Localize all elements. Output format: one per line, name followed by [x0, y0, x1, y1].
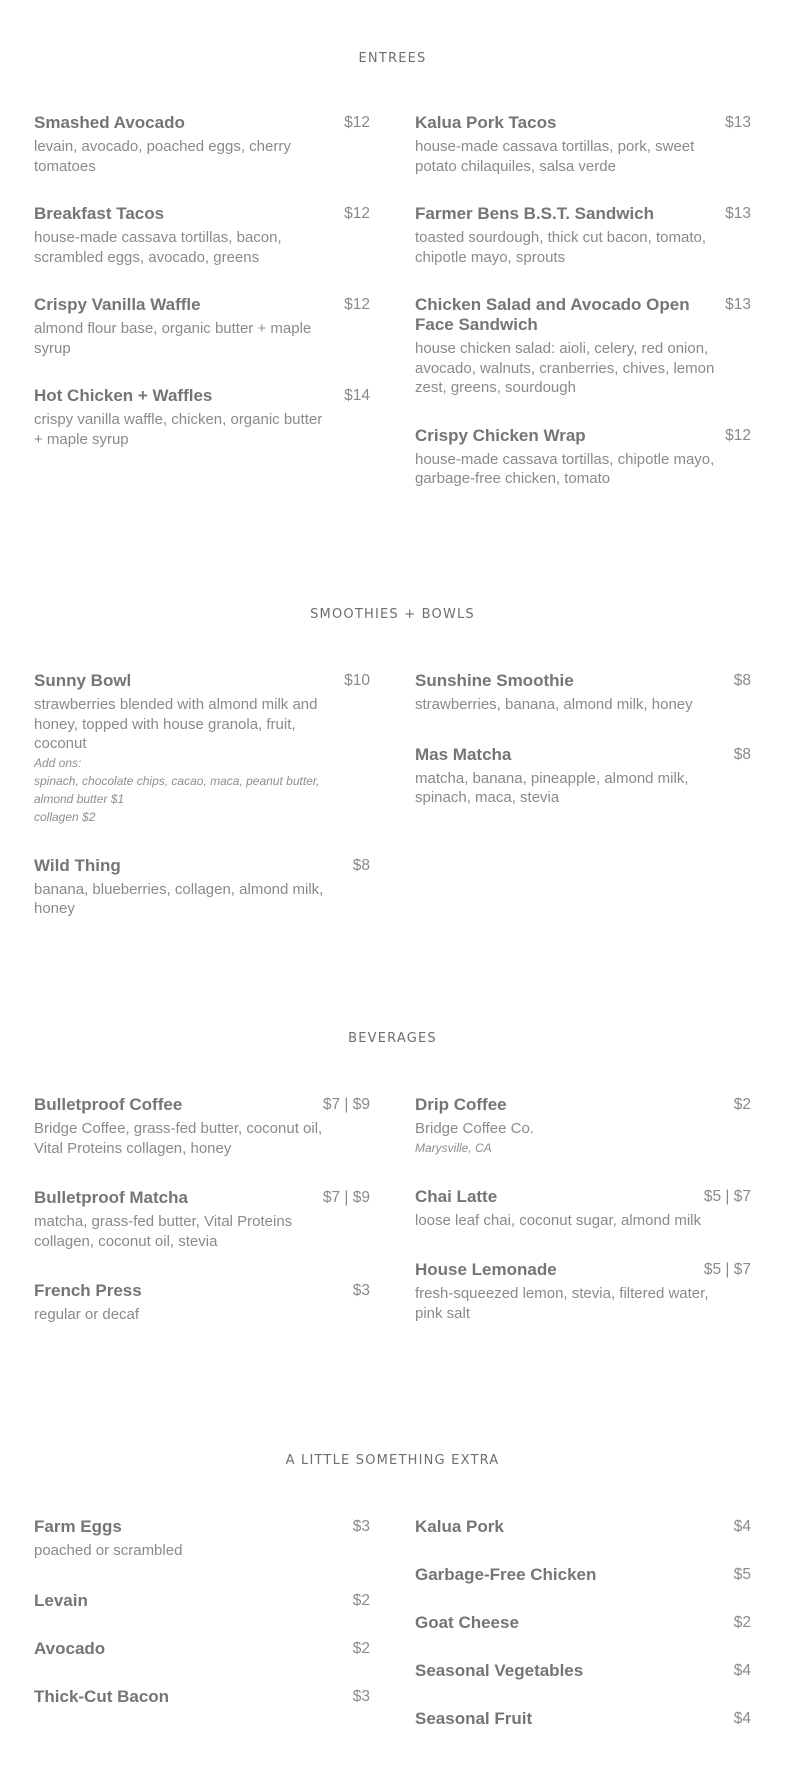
- menu-item-sunny-bowl: [34, 671, 370, 826]
- menu-item-kalua-pork-tacos: [415, 113, 751, 176]
- item-name: Bulletproof Matcha: [34, 1188, 188, 1207]
- menu-item-crispy-chicken-wrap: [415, 426, 751, 489]
- item-name: Hot Chicken + Waffles: [34, 386, 213, 405]
- item-price: $7 | $9: [322, 1096, 370, 1113]
- menu-item-header: [415, 295, 751, 335]
- menu-item-header: [415, 113, 751, 133]
- menu-item-hot-chicken-waffles: [34, 386, 370, 449]
- item-price: $8: [352, 856, 370, 874]
- menu-item-chicken-salad-and-avocado-open-face-sandwich: [415, 295, 751, 398]
- menu-item-header: [34, 1188, 370, 1208]
- menu-column-left: [34, 1517, 370, 1707]
- item-name: Mas Matcha: [415, 744, 512, 764]
- menu-item-garbage-free-chicken: [415, 1565, 751, 1585]
- item-description: crispy vanilla waffle, chicken, organic butter + maple syrup: [34, 411, 323, 448]
- section-title-beverages: BEVERAGES: [348, 1031, 437, 1046]
- menu-item-mas-matcha: [415, 745, 751, 808]
- menu-item-header: [34, 1095, 370, 1115]
- item-description: house-made cassava tortillas, pork, sweet potato chilaquiles, salsa verde: [415, 138, 695, 175]
- menu-item-seasonal-vegetables: [415, 1661, 751, 1681]
- menu-column-right: [415, 1517, 751, 1729]
- item-name: Sunny Bowl: [34, 671, 132, 690]
- item-name: Wild Thing: [34, 855, 121, 875]
- menu-item-header: [415, 745, 751, 765]
- section-title-a-little-something-extra: A LITTLE SOMETHING EXTRA: [285, 1453, 500, 1468]
- item-price: $12: [344, 205, 370, 222]
- menu-item-header: [34, 204, 370, 224]
- menu-item-header: [415, 204, 751, 224]
- item-price: $5 | $7: [703, 1187, 751, 1205]
- item-description: matcha, grass-fed butter, Vital Proteins collagen, coconut oil, stevia: [34, 1213, 293, 1250]
- item-description: toasted sourdough, thick cut bacon, tomato, chipotle mayo, sprouts: [415, 229, 707, 266]
- menu-item-header: [34, 1687, 370, 1707]
- menu-item-header: [415, 426, 751, 446]
- item-description: almond flour base, organic butter + maple syrup: [34, 320, 312, 357]
- item-description: matcha, banana, pineapple, almond milk, spinach, maca, stevia: [415, 769, 689, 806]
- item-price: $12: [344, 296, 370, 313]
- item-price: $4: [733, 1710, 751, 1727]
- item-price: $4: [733, 1662, 751, 1679]
- item-description: Bridge Coffee Co.: [415, 1120, 534, 1137]
- item-name: Crispy Chicken Wrap: [415, 425, 586, 445]
- item-price: $12: [344, 114, 370, 131]
- item-price: $8: [733, 672, 751, 689]
- item-description: loose leaf chai, coconut sugar, almond milk: [415, 1211, 701, 1229]
- menu-item-farmer-bens-b-s-t-sandwich: [415, 204, 751, 267]
- item-name: Farmer Bens B.S.T. Sandwich: [415, 204, 655, 223]
- menu-item-header: [415, 1661, 751, 1681]
- item-description: levain, avocado, poached eggs, cherry tomatoes: [34, 138, 291, 175]
- menu-item-bulletproof-matcha: [34, 1188, 370, 1251]
- item-price: $13: [725, 296, 751, 313]
- item-description: strawberries blended with almond milk and honey, topped with house granola, fruit, coconut: [34, 696, 318, 752]
- item-name: Chai Latte: [415, 1186, 498, 1206]
- menu-item-header: [34, 1517, 370, 1537]
- item-name: Thick-Cut Bacon: [34, 1686, 170, 1706]
- item-name: Breakfast Tacos: [34, 204, 165, 223]
- item-price: $13: [725, 114, 751, 131]
- item-name: Sunshine Smoothie: [415, 671, 574, 690]
- item-price: $2: [352, 1639, 370, 1657]
- menu-item-crispy-vanilla-waffle: [34, 295, 370, 358]
- menu-item-header: [415, 1709, 751, 1729]
- menu-item-chai-latte: [415, 1187, 751, 1231]
- menu-item-header: [34, 1591, 370, 1611]
- section-title-entrees: ENTREES: [358, 51, 427, 66]
- menu-column-left: [34, 671, 370, 919]
- item-name: Seasonal Fruit: [415, 1709, 533, 1728]
- menu-item-smashed-avocado: [34, 113, 370, 176]
- item-price: $2: [733, 1096, 751, 1113]
- item-name: Levain: [34, 1590, 88, 1610]
- menu-item-header: [415, 1565, 751, 1585]
- menu-item-header: [34, 671, 370, 691]
- item-price: $12: [725, 426, 751, 444]
- item-price: $3: [352, 1282, 370, 1299]
- item-name: Kalua Pork: [415, 1517, 504, 1536]
- menu-item-header: [34, 113, 370, 133]
- menu-item-breakfast-tacos: [34, 204, 370, 267]
- menu-item-header: [415, 671, 751, 691]
- item-note: spinach, chocolate chips, cacao, maca, peanut butter, almond butter $1: [34, 773, 320, 806]
- item-price: $4: [733, 1518, 751, 1535]
- item-description: strawberries, banana, almond milk, honey: [415, 696, 693, 713]
- item-description: poached or scrambled: [34, 1542, 183, 1559]
- item-name: Kalua Pork Tacos: [415, 113, 557, 132]
- item-description: house-made cassava tortillas, chipotle mayo, garbage-free chicken, tomato: [415, 450, 715, 487]
- item-price: $3: [352, 1687, 370, 1705]
- item-price: $5: [733, 1566, 751, 1583]
- menu-item-header: [34, 856, 370, 876]
- menu-item-header: [415, 1260, 751, 1280]
- menu-item-farm-eggs: [34, 1517, 370, 1561]
- item-name: Goat Cheese: [415, 1613, 519, 1632]
- menu-item-drip-coffee: [415, 1095, 751, 1157]
- menu-item-levain: [34, 1591, 370, 1611]
- item-name: Bulletproof Coffee: [34, 1095, 183, 1114]
- item-price: $14: [344, 387, 370, 404]
- menu-item-seasonal-fruit: [415, 1709, 751, 1729]
- menu-item-sunshine-smoothie: [415, 671, 751, 715]
- item-price: $3: [352, 1518, 370, 1535]
- item-price: $10: [344, 672, 370, 689]
- menu-column-left: [34, 113, 370, 449]
- item-price: $2: [352, 1591, 370, 1609]
- item-name: Chicken Salad and Avocado Open Face Sandwich: [415, 295, 690, 334]
- menu-column-right: [415, 1095, 751, 1323]
- menu-item-header: [415, 1613, 751, 1633]
- item-price: $2: [733, 1614, 751, 1631]
- menu-item-french-press: [34, 1281, 370, 1325]
- item-name: House Lemonade: [415, 1260, 557, 1279]
- item-name: French Press: [34, 1281, 142, 1300]
- item-name: Smashed Avocado: [34, 113, 185, 132]
- item-name: Garbage-Free Chicken: [415, 1565, 597, 1584]
- item-price: $7 | $9: [322, 1189, 370, 1206]
- menu-item-house-lemonade: [415, 1260, 751, 1323]
- menu-item-avocado: [34, 1639, 370, 1659]
- item-name: Crispy Vanilla Waffle: [34, 295, 201, 314]
- section-title-smoothies-bowls: SMOOTHIES + BOWLS: [310, 607, 475, 622]
- item-name: Drip Coffee: [415, 1095, 507, 1114]
- menu-item-header: [34, 295, 370, 315]
- menu-column-right: [415, 671, 751, 808]
- item-note: collagen $2: [34, 809, 96, 824]
- item-note: Add ons:: [34, 755, 82, 770]
- menu-item-header: [34, 1281, 370, 1301]
- item-description: regular or decaf: [34, 1306, 140, 1323]
- item-name: Farm Eggs: [34, 1517, 122, 1536]
- item-description: Bridge Coffee, grass-fed butter, coconut oil, Vital Proteins collagen, honey: [34, 1120, 323, 1157]
- item-description: banana, blueberries, collagen, almond milk, honey: [34, 880, 324, 917]
- item-description: fresh-squeezed lemon, stevia, filtered water, pink salt: [415, 1285, 709, 1322]
- item-price: $8: [733, 745, 751, 763]
- item-price: $13: [725, 205, 751, 222]
- menu-item-thick-cut-bacon: [34, 1687, 370, 1707]
- menu-item-kalua-pork: [415, 1517, 751, 1537]
- item-name: Avocado: [34, 1638, 106, 1658]
- menu-item-header: [34, 386, 370, 406]
- item-note: Marysville, CA: [415, 1140, 492, 1155]
- menu-column-right: [415, 113, 751, 489]
- menu-item-bulletproof-coffee: [34, 1095, 370, 1158]
- menu-item-header: [415, 1095, 751, 1115]
- item-description: house-made cassava tortillas, bacon, scrambled eggs, avocado, greens: [34, 229, 282, 266]
- menu-item-header: [415, 1187, 751, 1207]
- menu-item-header: [415, 1517, 751, 1537]
- item-price: $5 | $7: [703, 1261, 751, 1278]
- menu-item-wild-thing: [34, 856, 370, 919]
- menu-column-left: [34, 1095, 370, 1325]
- menu-item-goat-cheese: [415, 1613, 751, 1633]
- item-description: house chicken salad: aioli, celery, red onion, avocado, walnuts, cranberries, chives, lemon zest, greens, sourdough: [415, 340, 715, 396]
- item-name: Seasonal Vegetables: [415, 1661, 584, 1680]
- menu-item-header: [34, 1639, 370, 1659]
